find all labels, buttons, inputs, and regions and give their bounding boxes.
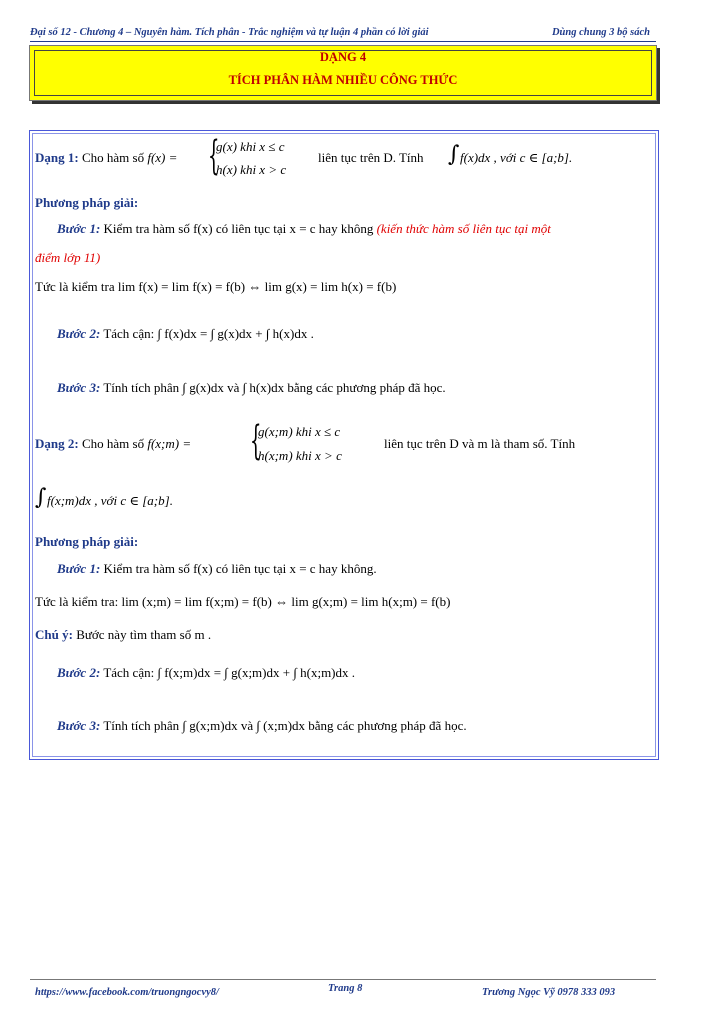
dang1-func: f(x) = <box>147 150 178 165</box>
dang1-step1-label: Bước 1: <box>57 221 101 236</box>
dang2-intro <box>35 436 191 452</box>
dang2-label: Dạng 2: <box>35 436 79 451</box>
dang2-note-text: Bước này tìm tham số m . <box>76 627 212 642</box>
footer-page-number: Trang 8 <box>328 983 363 994</box>
header-left: Đại số 12 - Chương 4 – Nguyên hàm. Tích phân - Trắc nghiệm và tự luận 4 phần có lời giải <box>30 27 429 38</box>
dang1-method: Phương pháp giải: <box>35 195 139 210</box>
dang1-step1-note-a: (kiến thức hàm số liên tục tại một <box>376 221 551 236</box>
header-divider <box>30 41 656 42</box>
dang2-text-a: Cho hàm số <box>81 436 145 451</box>
dang1-step1 <box>57 221 551 237</box>
dang2-check: Tức là kiểm tra: lim (x;m) = lim f(x;m) = f(b) ⇔ lim g(x;m) = lim h(x;m) = f(b) <box>35 594 451 609</box>
footer-author: Trương Ngọc Vỹ 0978 333 093 <box>482 987 616 998</box>
footer-divider <box>30 979 656 980</box>
dang2-step3-text: Tính tích phân ∫ g(x;m)dx và ∫ (x;m)dx bằng các phương pháp đã học. <box>103 718 467 733</box>
dang1-step2 <box>57 326 314 342</box>
dang1-check: Tức là kiểm tra lim f(x) = lim f(x) = f(b) ⇔ lim g(x) = lim h(x) = f(b) <box>35 279 397 294</box>
dang2-step1-label: Bước 1: <box>57 561 101 576</box>
dang2-integral: f(x;m)dx , với c ∈ [a;b]. <box>47 493 173 508</box>
dang1-step3-label: Bước 3: <box>57 380 101 395</box>
dang1-step3-text: Tính tích phân ∫ g(x)dx và ∫ h(x)dx bằng các phương pháp đã học. <box>103 380 446 395</box>
dang2-step3 <box>57 718 467 734</box>
dang2-text-b: liên tục trên D và m là tham số. Tính <box>384 436 576 451</box>
dang2-case1: g(x;m) khi x ≤ c <box>258 424 341 439</box>
title-line2: TÍCH PHÂN HÀM NHIỀU CÔNG THỨC <box>228 73 458 87</box>
dang1-intro <box>35 150 177 166</box>
dang1-step3 <box>57 380 446 396</box>
dang2-func: f(x;m) = <box>147 436 192 451</box>
dang2-brace: { <box>250 418 262 464</box>
dang1-step2-text: Tách cận: ∫ f(x)dx = ∫ g(x)dx + ∫ h(x)dx . <box>103 326 314 341</box>
dang1-step1-text: Kiểm tra hàm số f(x) có liên tục tại x = c hay không <box>103 221 374 236</box>
title-line1: DẠNG 4 <box>319 50 367 64</box>
dang2-step1-text: Kiểm tra hàm số f(x) có liên tục tại x = c hay không. <box>103 561 377 576</box>
dang1-case1: g(x) khi x ≤ c <box>216 139 285 154</box>
dang1-case2: h(x) khi x > c <box>216 162 287 177</box>
dang2-note <box>35 627 211 643</box>
dang1-brace: { <box>208 133 220 179</box>
dang2-integral-sign: ∫ <box>35 485 47 510</box>
dang1-integral-sign: ∫ <box>448 142 460 167</box>
dang1-step1-note-b: điểm lớp 11) <box>35 250 101 265</box>
dang2-step2-label: Bước 2: <box>57 665 101 680</box>
header-right: Dùng chung 3 bộ sách <box>551 27 650 38</box>
footer-link[interactable]: https://www.facebook.com/truongngocvy8/ <box>35 987 219 998</box>
dang2-step1 <box>57 561 377 577</box>
dang2-step3-label: Bước 3: <box>57 718 101 733</box>
dang1-label: Dạng 1: <box>35 150 79 165</box>
dang1-integral: f(x)dx , với c ∈ [a;b]. <box>460 150 573 165</box>
dang2-step2 <box>57 665 355 681</box>
dang2-step2-text: Tách cận: ∫ f(x;m)dx = ∫ g(x;m)dx + ∫ h(x;m)dx . <box>103 665 356 680</box>
dang2-case2: h(x;m) khi x > c <box>258 448 342 463</box>
dang2-method: Phương pháp giải: <box>35 534 139 549</box>
dang1-text-a: Cho hàm số <box>81 150 145 165</box>
dang1-step2-label: Bước 2: <box>57 326 101 341</box>
title-box <box>29 45 657 101</box>
dang1-text-b: liên tục trên D. Tính <box>318 150 424 165</box>
dang2-note-label: Chú ý: <box>35 627 73 642</box>
